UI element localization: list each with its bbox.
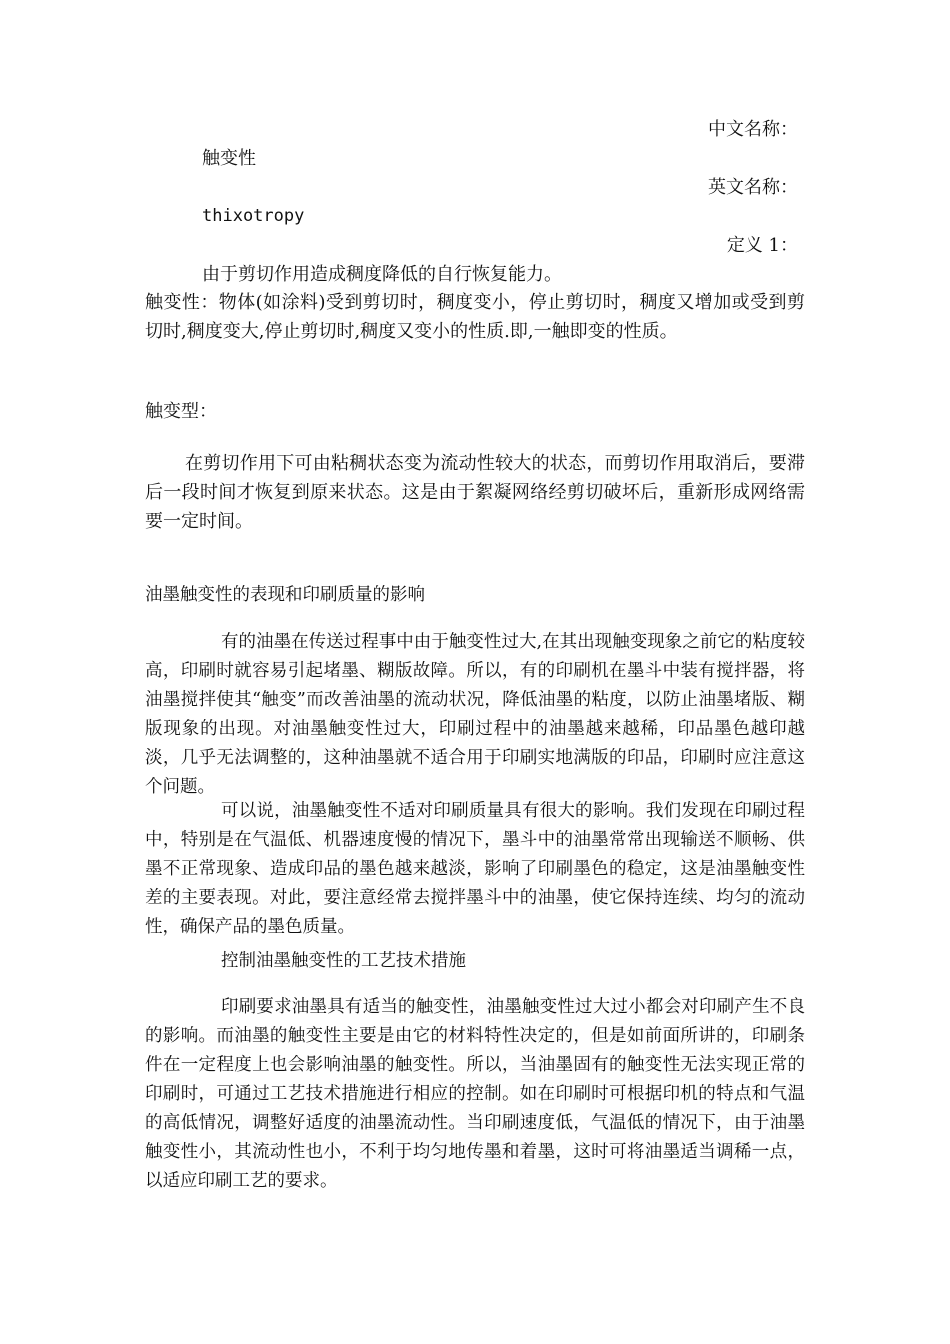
cn-name-value: 触变性 — [202, 148, 256, 169]
thixotropy-definition: 触变性：物体(如涂料)受到剪切时，稠度变小，停止剪切时，稠度又增加或受到剪切时,稠度变大,停止剪切时,稠度又变小的性质.即,一触即变的性质。 — [145, 292, 805, 342]
definition-value: 由于剪切作用造成稠度降低的自行恢复能力。 — [202, 264, 562, 285]
section1-paragraph-1: 有的油墨在传送过程事中由于触变性过大,在其出现触变现象之前它的粘度较高，印刷时就容易引起堵墨、糊版故障。所以，有的印刷机在墨斗中装有搅拌器，将油墨搅拌使其“触变”而改善油墨的流动状况，降低油墨的粘度，以防止油墨堵版、糊版现象的出现。对油墨触变性过大，印刷过程中的油墨越来越稀，印品墨色越印越淡，几乎无法调整的，这种油墨就不适合用于印刷实地满版的印品，印刷时应注意这个问题。 — [145, 632, 805, 797]
section1-title: 油墨触变性的表现和印刷质量的影响 — [145, 585, 425, 605]
section1-paragraph-2: 可以说，油墨触变性不适对印刷质量具有很大的影响。我们发现在印刷过程中，特别是在气温低、机器速度慢的情况下，墨斗中的油墨常常出现输送不顺畅、供墨不正常现象、造成印品的墨色越来越淡，影响了印刷墨色的稳定，这是油墨触变性差的主要表现。对此，要注意经常去搅拌墨斗中的油墨，使它保持连续、均匀的流动性，确保产品的墨色质量。 — [145, 801, 805, 937]
cn-name-label: 中文名称： — [708, 119, 798, 140]
definition-label: 定义 1： — [726, 235, 798, 256]
thixotropic-type-text: 在剪切作用下可由粘稠状态变为流动性较大的状态，而剪切作用取消后，要滞后一段时间才恢复到原来状态。这是由于絮凝网络经剪切破坏后，重新形成网络需要一定时间。 — [145, 453, 805, 532]
en-name-label: 英文名称： — [708, 177, 798, 198]
section2-title: 控制油墨触变性的工艺技术措施 — [221, 951, 466, 971]
section2-paragraph-1: 印刷要求油墨具有适当的触变性，油墨触变性过大过小都会对印刷产生不良的影响。而油墨的触变性主要是由它的材料特性决定的，但是如前面所讲的，印刷条件在一定程度上也会影响油墨的触变性。所以，当油墨固有的触变性无法实现正常的印刷时，可通过工艺技术措施进行相应的控制。如在印刷时可根据印机的特点和气温的高低情况，调整好适度的油墨流动性。当印刷速度低，气温低的情况下，由于油墨触变性小，其流动性也小，不利于均匀地传墨和着墨，这时可将油墨适当调稀一点，以适应印刷工艺的要求。 — [145, 997, 805, 1191]
en-name-value: thixotropy — [202, 206, 305, 226]
thixotropic-type-label: 触变型： — [145, 401, 217, 422]
